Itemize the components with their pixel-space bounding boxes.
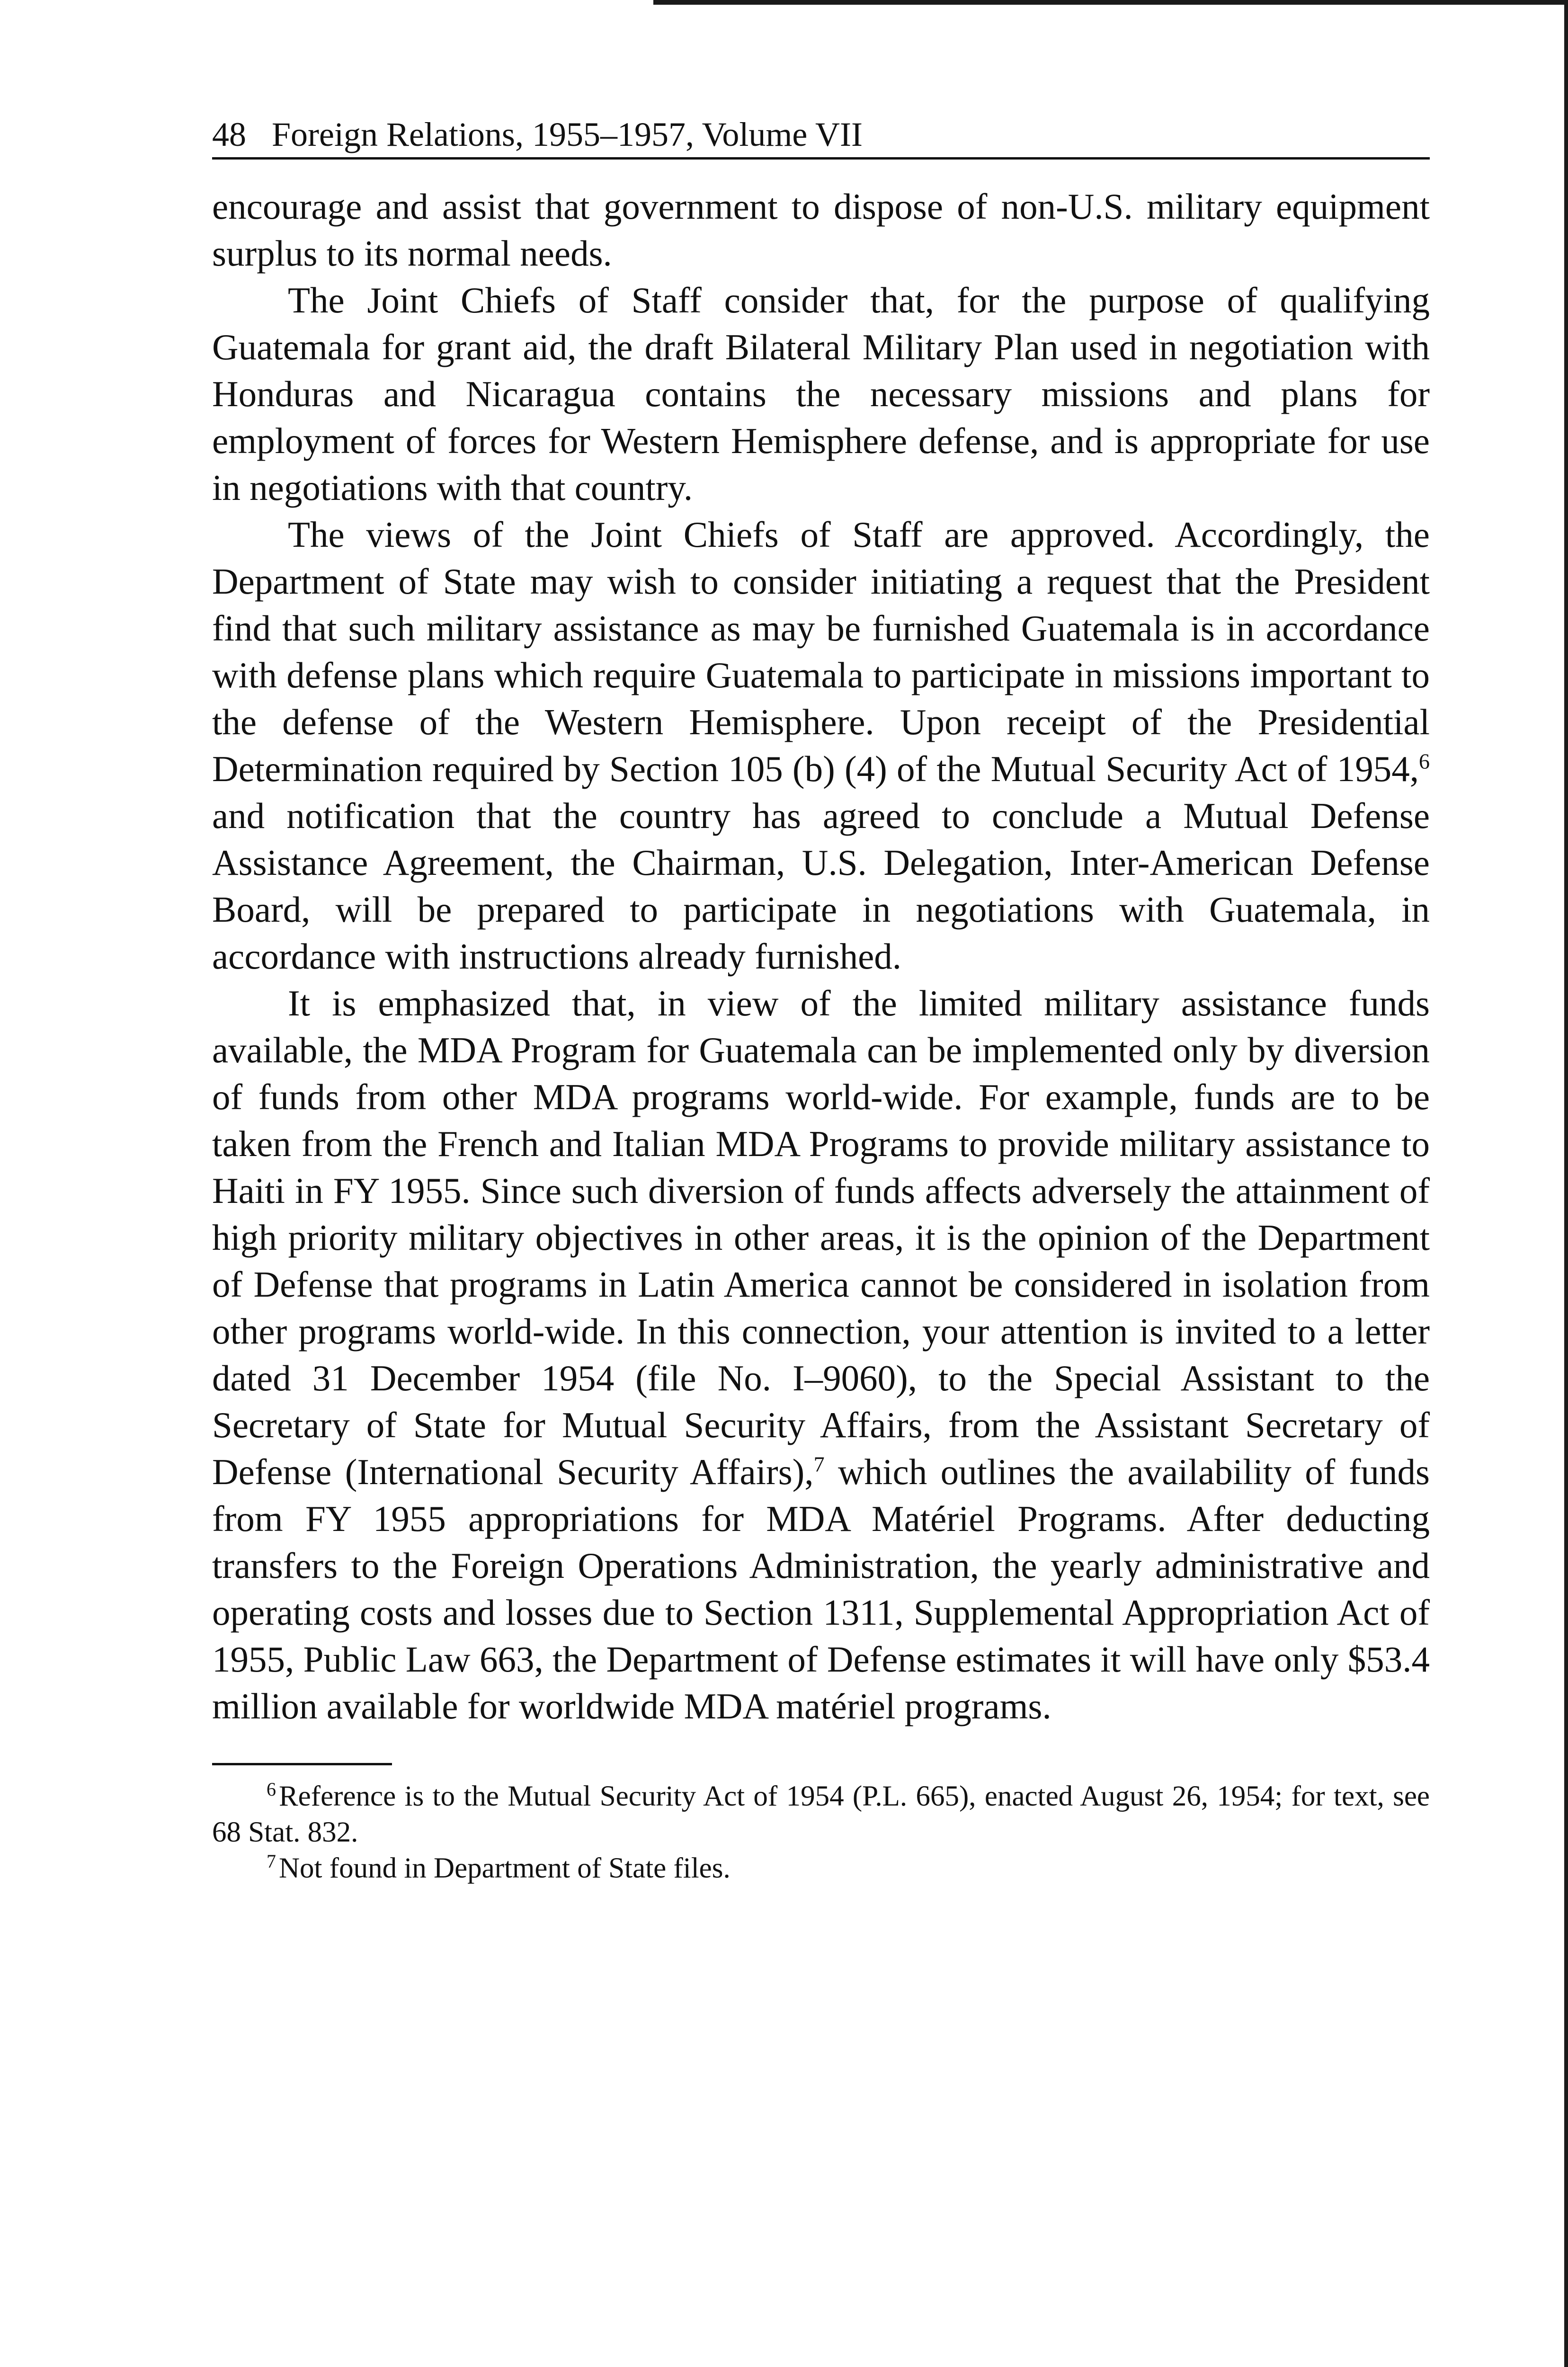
footnote-text: Not found in Department of State files. [279, 1852, 731, 1884]
footnote-mark: 7 [267, 1850, 276, 1872]
paragraph-3-text-b: and notification that the country has agreed to conclude a Mutual Defense Assistance Agreement, the Chairman, U.S. Delegation, Inter-American Defense Board, will be prepared to participate in negotiations with Guatemala, in accordance with instructions already furnished. [212, 795, 1430, 977]
paragraph-4-text-a: It is emphasized that, in view of the limited military assistance funds available, the MDA Program for Guatemala can be implemented only by diversion of funds from other MDA programs world-wide. For example, funds are to be taken from the French and Italian MDA Programs to provide military assistance to Haiti in FY 1955. Since such diversion of funds affects adversely the attainment of high priority military objectives in other areas, it is the opinion of the Department of Defense that programs in Latin America cannot be considered in isolation from other programs world-wide. In this connection, your attention is invited to a letter dated 31 December 1954 (file No. I–9060), to the Special Assistant to the Secretary of State for Mutual Security Affairs, from the Assistant Secretary of Defense (International Security Affairs), [212, 983, 1430, 1492]
footnote-divider [212, 1763, 392, 1765]
footnote-ref-6[interactable]: 6 [1419, 749, 1430, 774]
document-page [212, 114, 1430, 1886]
scan-edge-top [653, 0, 1568, 5]
paragraph-4 [212, 980, 1430, 1730]
paragraph-4-text-b: which outlines the availability of funds from FY 1955 appropriations for MDA Matériel Programs. After deducting transfers to the Foreign Operations Administration, the yearly administrative and operating costs and losses due to Section 1311, Supplemental Appropriation Act of 1955, Public Law 663, the Department of Defense estimates it will have only $53.4 million available for worldwide MDA matériel programs. [212, 1451, 1430, 1726]
running-head [212, 114, 1430, 160]
body-text [212, 183, 1430, 1730]
paragraph-1: encourage and assist that government to dispose of non-U.S. military equipment surplus to its normal needs. [212, 186, 1430, 274]
paragraph-3 [212, 511, 1430, 980]
footnotes [212, 1779, 1430, 1886]
footnote-ref-7[interactable]: 7 [813, 1452, 825, 1477]
paragraph-2: The Joint Chiefs of Staff consider that, for the purpose of qualifying Guatemala for grant aid, the draft Bilateral Military Plan used in negotiation with Honduras and Nicaragua contains the necessary missions and plans for employment of forces for Western Hemisphere defense, and is appropriate for use in negotiations with that country. [212, 280, 1430, 508]
scan-edge-right [1564, 0, 1568, 2367]
paragraph-3-text-a: The views of the Joint Chiefs of Staff are approved. Accordingly, the Department of State may wish to consider initiating a request that the President find that such military assistance as may be furnished Guatemala is in accordance with defense plans which require Guatemala to participate in missions important to the defense of the Western Hemisphere. Upon receipt of the Presidential Determination required by Section 105 (b) (4) of the Mutual Security Act of 1954, [212, 514, 1430, 789]
footnote-mark: 6 [267, 1778, 276, 1800]
page-title: Foreign Relations, 1955–1957, Volume VII [272, 116, 863, 153]
footnote-6 [212, 1779, 1430, 1851]
page-number: 48 [212, 116, 246, 153]
footnote-text: Reference is to the Mutual Security Act of 1954 (P.L. 665), enacted August 26, 1954; for text, see 68 Stat. 832. [212, 1780, 1430, 1848]
footnote-7 [212, 1851, 1430, 1886]
